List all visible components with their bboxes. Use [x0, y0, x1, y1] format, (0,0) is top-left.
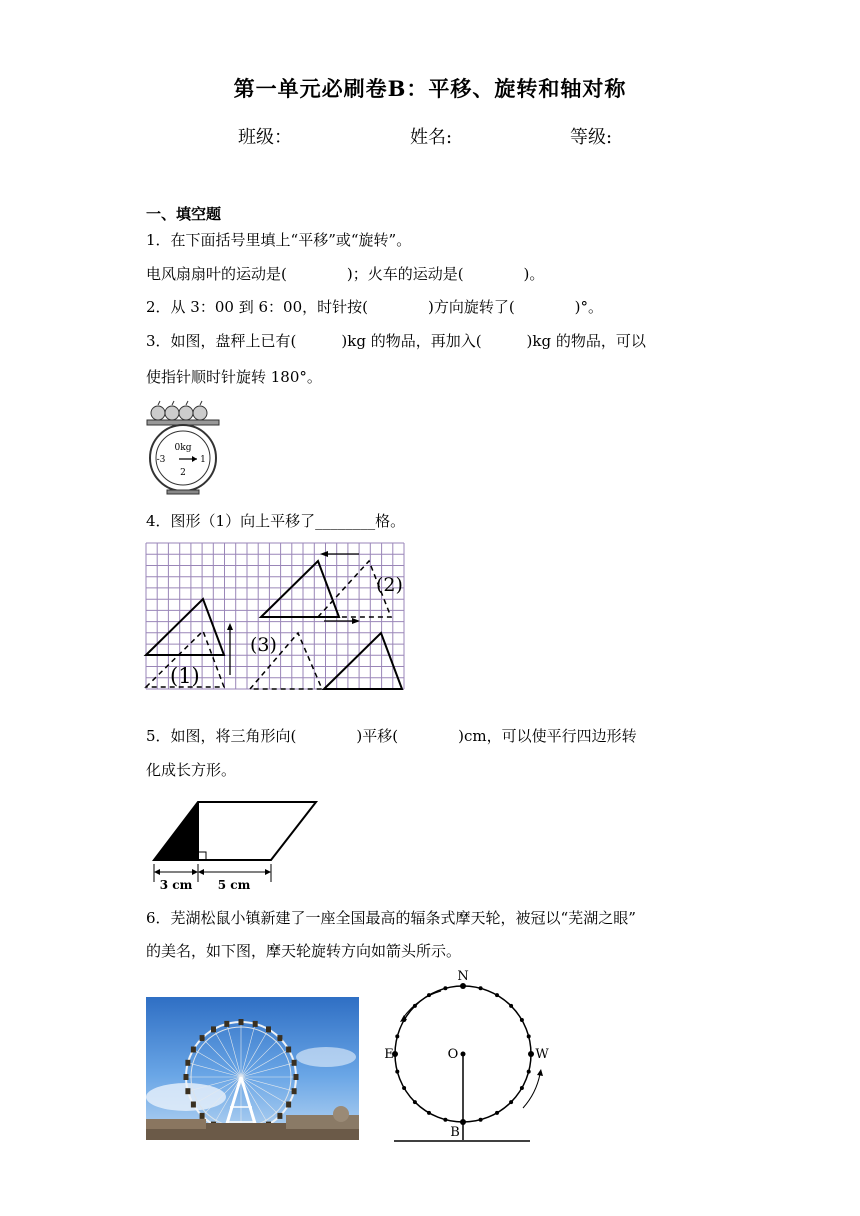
label-o: O: [447, 1047, 459, 1062]
grid-label-2: (2): [376, 574, 403, 596]
page-title: 第一单元必刷卷B：平移、旋转和轴对称: [233, 76, 627, 101]
triangle-2-moved: [261, 561, 339, 617]
q3-text-line1: 3．如图，盘秤上已有( )kg 的物品，再加入( )kg 的物品，可以: [146, 332, 646, 350]
scale-right-label: 1: [200, 455, 206, 465]
q3-text-line2: 使指针顺时针旋转 180°。: [146, 368, 322, 386]
name-label: 姓名:: [410, 127, 453, 148]
q1-text: 1．在下面括号里填上“平移”或“旋转”。: [146, 231, 412, 249]
center-dot: [461, 1052, 466, 1057]
q5-text-line1: 5．如图，将三角形向( )平移( )cm，可以使平行四边形转: [146, 727, 637, 745]
scale-left-label: -3: [156, 455, 166, 465]
label-e: E: [384, 1047, 394, 1062]
triangle-3-moved: [324, 633, 402, 689]
ferris-wheel-photo: [146, 997, 359, 1140]
class-label: 班级：: [238, 127, 292, 148]
section-heading: 一、填空题: [146, 205, 222, 223]
scale-figure: [145, 398, 225, 498]
wheel-diagram: [378, 968, 548, 1150]
q1-blanks: 电风扇扇叶的运动是( )；火车的运动是( )。: [146, 265, 545, 283]
parallelogram-figure: [148, 798, 320, 894]
q4-text: 4．图形（1）向上平移了________格。: [146, 512, 406, 530]
dim-3cm: 3 cm: [159, 878, 193, 892]
q6-text-line2: 的美名，如下图，摩天轮旋转方向如箭头所示。: [146, 942, 462, 960]
scale-bottom-label: 2: [180, 468, 186, 478]
grid-label-3: (3): [250, 634, 277, 656]
grid-label-1: (1): [170, 664, 200, 688]
grid-figure: [146, 543, 404, 689]
scale-zero-label: 0kg: [174, 443, 192, 453]
q6-text-line1: 6．芜湖松鼠小镇新建了一座全国最高的辐条式摩天轮，被冠以“芜湖之眼”: [146, 909, 636, 927]
q5-text-line2: 化成长方形。: [146, 761, 237, 779]
label-w: W: [535, 1047, 549, 1062]
label-n: N: [457, 969, 469, 984]
dim-5cm: 5 cm: [217, 878, 251, 892]
label-b: B: [450, 1125, 460, 1140]
grade-label: 等级:: [570, 127, 613, 148]
apples: [151, 401, 207, 420]
q2-text: 2．从 3：00 到 6：00，时针按( )方向旋转了( )°。: [146, 298, 604, 316]
